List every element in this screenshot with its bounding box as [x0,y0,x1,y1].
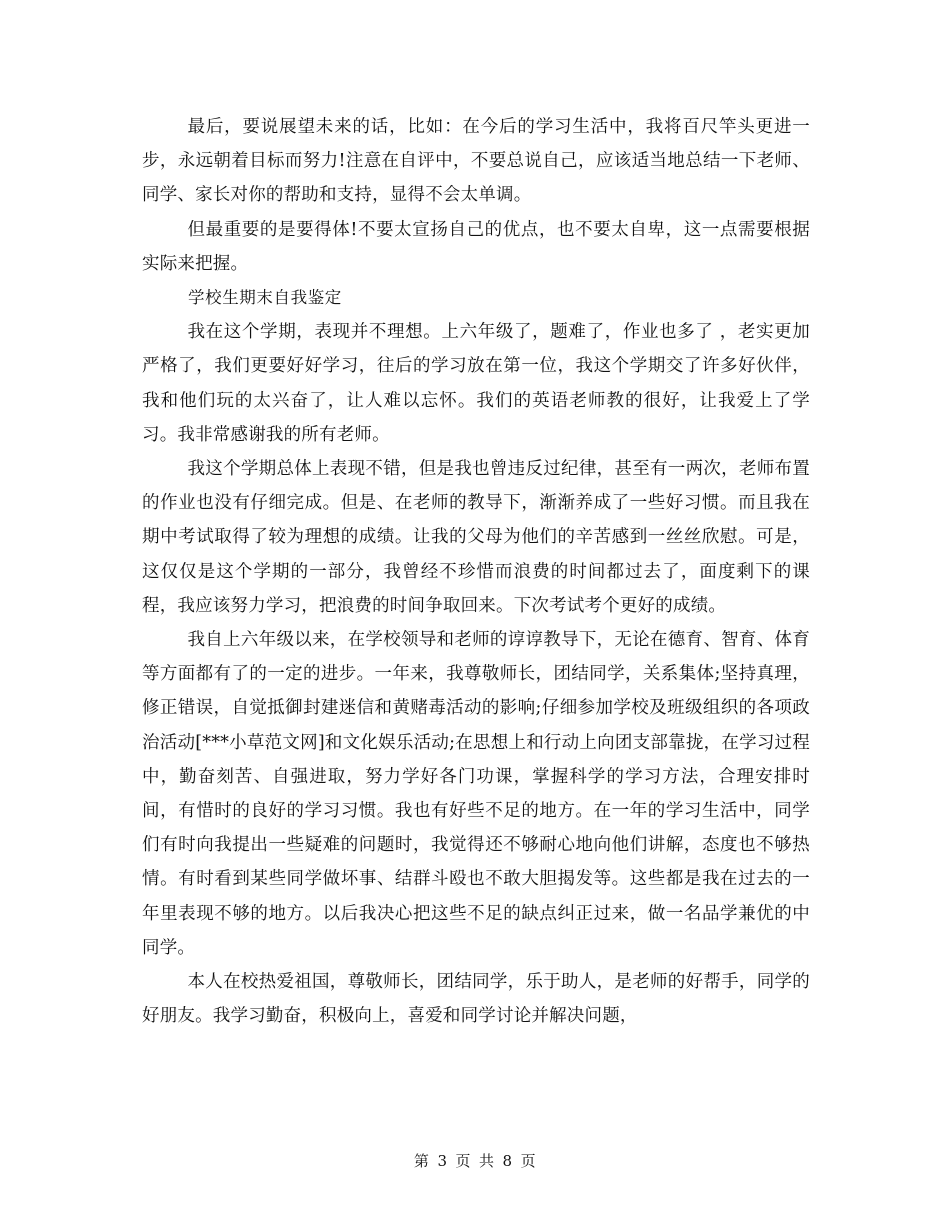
footer-page-unit: 页 [455,1152,471,1170]
document-body [142,110,810,1033]
paragraph-closing-advice: 最后，要说展望未来的话，比如：在今后的学习生活中，我将百尺竿头更进一步，永远朝着目标而努力!注意在自评中，不要总说自己，应该适当地总结一下老师、同学、家长对你的帮助和支持，显得不会太单调。 [142,117,810,206]
paragraph-semester-performance: 我在这个学期，表现并不理想。上六年级了，题难了，作业也多了 ，老实更加严格了，我们更要好好学习，往后的学习放在第一位，我这个学期交了许多好伙伴，我和他们玩的太兴奋了，让人难以忘怀。我们的英语老师教的很好，让我爱上了学习。我非常感谢我的所有老师。 [142,322,810,445]
footer-total-pages: 8 [502,1152,513,1170]
paragraph-self-evaluation: 本人在校热爱祖国，尊敬师长，团结同学，乐于助人，是老师的好帮手，同学的好朋友。我学习勤奋，积极向上，喜爱和同学讨论并解决问题， [142,972,810,1027]
paragraph-appropriateness: 但最重要的是要得体!不要太宣扬自己的优点，也不要太自卑，这一点需要根据实际来把握。 [142,219,810,274]
footer-total-label: 共 [479,1152,495,1170]
paragraph-year-review: 我自上六年级以来，在学校领导和老师的谆谆教导下，无论在德育、智育、体育等方面都有了的一定的进步。一年来，我尊敬师长，团结同学，关系集体;坚持真理，修正错误，自觉抵御封建迷信和黄赌毒活动的影响;仔细参加学校及班级组织的各项政治活动[***小草范文网]和文化娱乐活动;在思想上和行动上向团支部靠拢，在学习过程中，勤奋刻苦、自强进取，努力学好各门功课，掌握科学的学习方法，合理安排时间，有惜时的良好的学习习惯。我也有好些不足的地方。在一年的学习生活中，同学们有时向我提出一些疑难的问题时，我觉得还不够耐心地向他们讲解，态度也不够热情。有时看到某些同学做坏事、结群斗殴也不敢大胆揭发等。这些都是我在过去的一年里表现不够的地方。以后我决心把这些不足的缺点纠正过来，做一名品学兼优的中同学。 [142,630,810,958]
footer-current-page: 3 [437,1152,448,1170]
footer-page-label: 第 [413,1152,430,1170]
footer-total-unit: 页 [520,1152,537,1170]
page-footer [0,1150,950,1171]
paragraph-semester-summary: 我这个学期总体上表现不错，但是我也曾违反过纪律，甚至有一两次，老师布置的作业也没有仔细完成。但是、在老师的教导下，渐渐养成了一些好习惯。而且我在期中考试取得了较为理想的成绩。让我的父母为他们的辛苦感到一丝丝欣慰。可是，这仅仅是这个学期的一部分，我曾经不珍惜而浪费的时间都过去了，面度剩下的课程，我应该努力学习，把浪费的时间争取回来。下次考试考个更好的成绩。 [142,459,810,616]
section-heading: 学校生期末自我鉴定 [188,288,342,308]
